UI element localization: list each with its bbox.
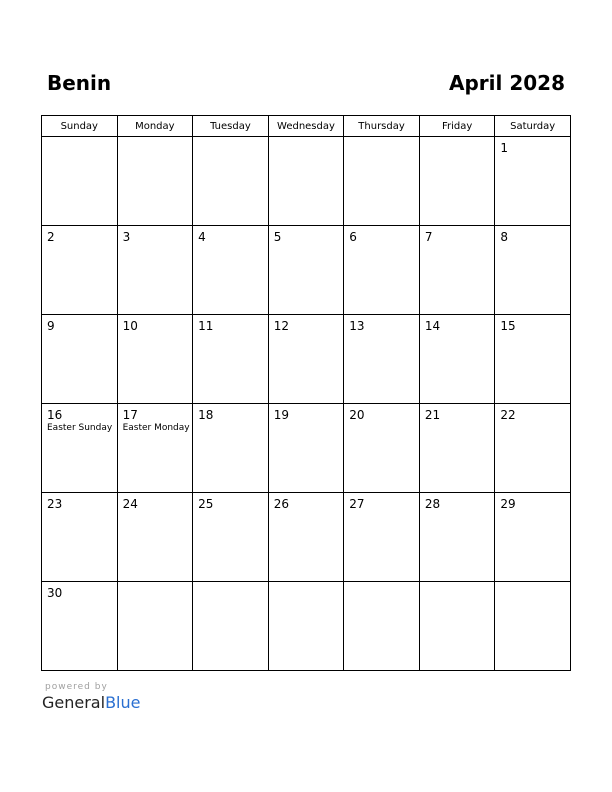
- day-number: 23: [47, 497, 63, 511]
- day-cell: [344, 493, 420, 582]
- day-number: 30: [47, 586, 63, 600]
- day-cell: [193, 226, 269, 315]
- week-row: [42, 582, 571, 671]
- day-cell: [268, 315, 344, 404]
- weekday-header: Monday: [117, 116, 193, 137]
- day-number: 19: [273, 408, 289, 422]
- day-cell: [117, 315, 193, 404]
- day-cell: [193, 404, 269, 493]
- day-number: 4: [198, 230, 206, 244]
- day-cell: [42, 137, 118, 226]
- day-cell: [268, 582, 344, 671]
- day-cell: [42, 226, 118, 315]
- holiday-label: Easter Sunday: [47, 423, 113, 433]
- day-cell: [193, 582, 269, 671]
- day-number: 5: [273, 230, 282, 244]
- day-number: 6: [349, 230, 357, 244]
- day-cell: [268, 493, 344, 582]
- day-number: 12: [273, 319, 289, 333]
- day-number: [344, 582, 419, 586]
- day-cell: [268, 404, 344, 493]
- weekday-header: Saturday: [495, 116, 571, 137]
- day-cell: [495, 493, 571, 582]
- day-number: 20: [349, 408, 365, 422]
- day-cell: [495, 404, 571, 493]
- day-cell: [193, 493, 269, 582]
- day-number: 15: [500, 319, 516, 333]
- country-title: Benin: [47, 71, 112, 95]
- powered-by-label: powered by: [45, 682, 108, 692]
- day-number: [42, 137, 117, 141]
- calendar-body: [42, 137, 571, 671]
- day-cell: [42, 582, 118, 671]
- day-number: 2: [47, 230, 55, 244]
- day-number: [269, 582, 344, 586]
- day-cell: [495, 226, 571, 315]
- week-row: [42, 226, 571, 315]
- weekday-header: Tuesday: [193, 116, 269, 137]
- day-number: 26: [273, 497, 289, 511]
- day-cell: [193, 137, 269, 226]
- day-cell: [117, 226, 193, 315]
- day-cell: [42, 404, 118, 493]
- day-number: 25: [198, 497, 214, 511]
- weekday-header: Sunday: [42, 116, 118, 137]
- day-cell: [419, 582, 495, 671]
- day-cell: [344, 582, 420, 671]
- day-cell: [344, 315, 420, 404]
- day-cell: [419, 315, 495, 404]
- day-cell: [495, 137, 571, 226]
- day-number: 13: [349, 319, 365, 333]
- day-number: 14: [424, 319, 441, 333]
- week-row: [42, 493, 571, 582]
- day-number: [193, 582, 268, 586]
- day-number: [495, 582, 570, 586]
- day-number: [118, 582, 193, 586]
- day-cell: [117, 582, 193, 671]
- day-cell: [117, 493, 193, 582]
- day-cell: [117, 404, 193, 493]
- day-cell: [419, 493, 495, 582]
- day-number: 16: [47, 408, 63, 422]
- weekday-header: Friday: [419, 116, 495, 137]
- holiday-label: Easter Monday: [122, 423, 190, 433]
- day-number: [269, 137, 344, 141]
- day-number: 27: [349, 497, 365, 511]
- day-number: 22: [500, 408, 516, 422]
- day-cell: [268, 226, 344, 315]
- generalblue-logo: [42, 693, 140, 713]
- brand-general-text: General: [42, 693, 106, 712]
- day-number: 18: [198, 408, 214, 422]
- day-number: 17: [122, 408, 138, 422]
- day-cell: [495, 315, 571, 404]
- weekday-header: Wednesday: [268, 116, 344, 137]
- week-row: [42, 404, 571, 493]
- day-number: 21: [424, 408, 441, 422]
- day-number: 7: [424, 230, 433, 244]
- day-number: 29: [500, 497, 516, 511]
- day-number: [193, 137, 268, 141]
- month-year-title: April 2028: [449, 71, 565, 95]
- day-number: [420, 582, 495, 586]
- brand-blue-text: Blue: [105, 693, 141, 712]
- weekday-header: Thursday: [344, 116, 420, 137]
- day-cell: [344, 137, 420, 226]
- week-row: [42, 315, 571, 404]
- day-number: 24: [122, 497, 138, 511]
- day-cell: [419, 137, 495, 226]
- day-cell: [344, 226, 420, 315]
- day-number: [344, 137, 419, 141]
- day-number: 8: [500, 230, 509, 244]
- week-row: [42, 137, 571, 226]
- day-number: 1: [500, 141, 509, 155]
- day-cell: [419, 404, 495, 493]
- day-number: 28: [424, 497, 441, 511]
- day-cell: [495, 582, 571, 671]
- day-number: [118, 137, 193, 141]
- day-cell: [42, 315, 118, 404]
- day-number: 3: [122, 230, 131, 244]
- day-number: [420, 137, 495, 141]
- day-number: 10: [122, 319, 138, 333]
- day-cell: [42, 493, 118, 582]
- day-cell: [344, 404, 420, 493]
- day-cell: [193, 315, 269, 404]
- calendar-grid: [41, 115, 571, 671]
- day-cell: [117, 137, 193, 226]
- day-cell: [419, 226, 495, 315]
- day-number: 11: [198, 319, 214, 333]
- day-number: 9: [47, 319, 55, 333]
- day-cell: [268, 137, 344, 226]
- weekday-header-row: [42, 116, 571, 137]
